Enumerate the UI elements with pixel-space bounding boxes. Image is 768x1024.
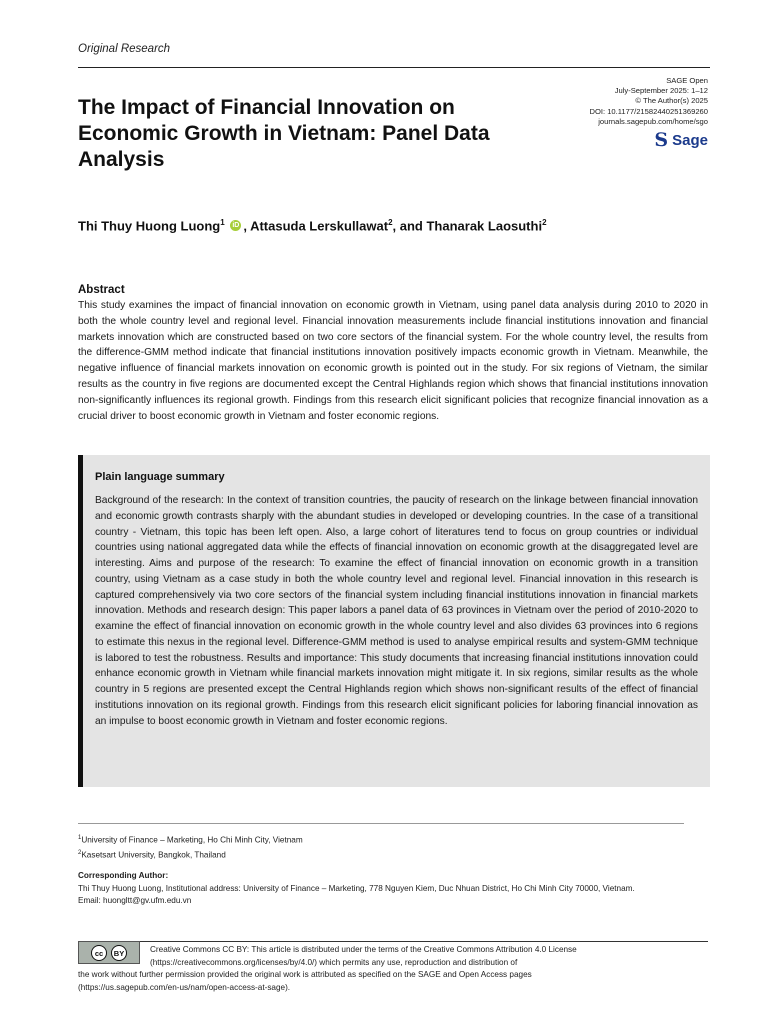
affiliation-marker: 1 — [78, 835, 82, 841]
author-name: Attasuda Lerskullawat — [250, 218, 389, 234]
affiliation-item — [78, 847, 303, 862]
journal-issue: July-September 2025: 1–12 — [614, 86, 708, 96]
journal-name: SAGE Open — [666, 76, 708, 85]
journal-url[interactable]: journals.sagepub.com/home/sgo — [598, 116, 708, 126]
journal-meta — [508, 76, 708, 127]
license-line: (https://creativecommons.org/licenses/by/4.0/) which permits any use, reproduction and distribution of — [150, 957, 518, 967]
affiliation-item — [78, 832, 303, 847]
affiliations — [78, 832, 303, 862]
footnote-divider — [78, 823, 684, 824]
sage-logo[interactable] — [654, 131, 708, 150]
header-divider — [78, 67, 710, 68]
correspondence-address: Thi Thuy Huong Luong, Institutional address: University of Finance – Marketing, 778 Nguyen Kiem, Duc Nhuan District, Ho Chi Minh City 70000, Vietnam. — [78, 883, 635, 893]
author-list: Thi Thuy Huong Luong$^1$ iD , Attasuda Lerskullawat$^2$, and Thanarak Laosuthi$^2$ — [78, 218, 547, 234]
summary-heading: Plain language summary — [95, 471, 225, 483]
license-divider — [78, 941, 708, 942]
affiliation-marker: 2 — [388, 218, 393, 227]
affiliation-text: Kasetsart University, Bangkok, Thailand — [81, 850, 226, 860]
doi[interactable]: DOI: 10.1177/21582440251369260 — [589, 106, 708, 116]
affiliation-marker: 2 — [542, 218, 547, 227]
correspondence-email[interactable]: Email: huongltt@gv.ufm.edu.vn — [78, 896, 192, 905]
article-title: The Impact of Financial Innovation on Economic Growth in Vietnam: Panel Data Analysis — [78, 96, 490, 171]
license-line: (https://us.sagepub.com/en-us/nam/open-access-at-sage). — [78, 982, 291, 992]
summary-body: Background of the research: In the context of transition countries, the paucity of research on the linkage between financial innovation and economic growth contrasts sharply with the abundant studies in developed or developing countries. In the case of a transitional country - Vietnam, this topic has been left open. Also, a large cohort of literatures tend to focus on group countries or individual countries using national aggregated data while the effects of financial innovation on economic growth at the disaggregated level are interesting. Aims and purpose of the research: To examine the effect of financial innovation on economic growth in a transition country, using Vietnam as a case study in both the whole country level and regional level. Financial innovation in this research is captured comprehensively via two core sectors of the financial system including financial institutions innovation in financial markets innovation. Methods and research design: This paper labors a panel data of 63 provinces in Vietnam over the period of 2010-2020 to examine the effect of financial innovation on economic growth in the whole country level and also divides 63 provinces into 6 regions to estimate this nexus in the regional level. Difference-GMM method is used to analyse empirical results and system-GMM technique is labored to test the robustness. Results and importance: This study documents that increasing financial institutions innovation could enhance economic growth in Vietnam while financial markets innovation might mitigate it. In six regions, similar results as the whole country in 5 regions are presented except the Central Highlands region which shows non-significant results of the effect of financial institutions innovation on its regional growth. Findings from this research elicit significant policies for laboring financial innovation as an impulse to boost economic growth in Vietnam and foster economic regions. — [95, 495, 698, 727]
orcid-icon[interactable]: iD — [232, 222, 240, 230]
author-name: Thi Thuy Huong Luong — [78, 218, 221, 234]
abstract-body: This study examines the impact of financial innovation on economic growth in Vietnam, using panel data analysis during 2010 to 2020 in both the whole country level and regional level. Financial innovation measurements include financial institutions innovation and financial markets innovation which are constructed based on two core sectors of the financial system. For the whole country level, the results from the difference-GMM method indicate that financial institutions innovation positively impacts economic growth in Vietnam. Meanwhile, the negative influence of financial markets innovation on economic growth is pointed out in the study. For six regions of Vietnam, the similar results as the country in five regions are documented except the Central Highlands region which shows that financial institutions innovation non-significantly influences its regional growth. Findings from this research elicit significant policies that recognize financial innovation as a crucial driver to boost economic growth in Vietnam and foster economic regions. — [78, 300, 708, 422]
affiliation-marker: 2 — [78, 850, 82, 857]
correspondence-label: Corresponding Author: — [78, 871, 169, 880]
license-line: Creative Commons CC BY: This article is distributed under the terms of the Creative Commons Attribution 4.0 License — [150, 945, 577, 954]
corresponding-author — [78, 870, 718, 908]
license-text — [78, 944, 678, 994]
sage-logo-icon: S — [654, 129, 669, 151]
author-conjunction: , and — [392, 218, 427, 234]
plain-language-summary — [78, 455, 710, 787]
affiliation-text: University of Finance – Marketing, Ho Chi Minh City, Vietnam — [81, 835, 303, 845]
attribution-icon: BY — [111, 945, 127, 961]
author-name: Thanarak Laosuthi — [426, 218, 543, 234]
creative-commons-icon: cc — [91, 945, 107, 961]
abstract-heading: Abstract — [78, 284, 125, 296]
affiliation-marker: 1 — [220, 218, 225, 227]
section-label: Original Research — [78, 43, 171, 55]
license-line: the work without further permission provided the original work is attributed as specified on the SAGE and Open Access pages — [78, 970, 532, 979]
publisher-name: Sage — [672, 132, 708, 149]
copyright: © The Author(s) 2025 — [635, 96, 708, 106]
